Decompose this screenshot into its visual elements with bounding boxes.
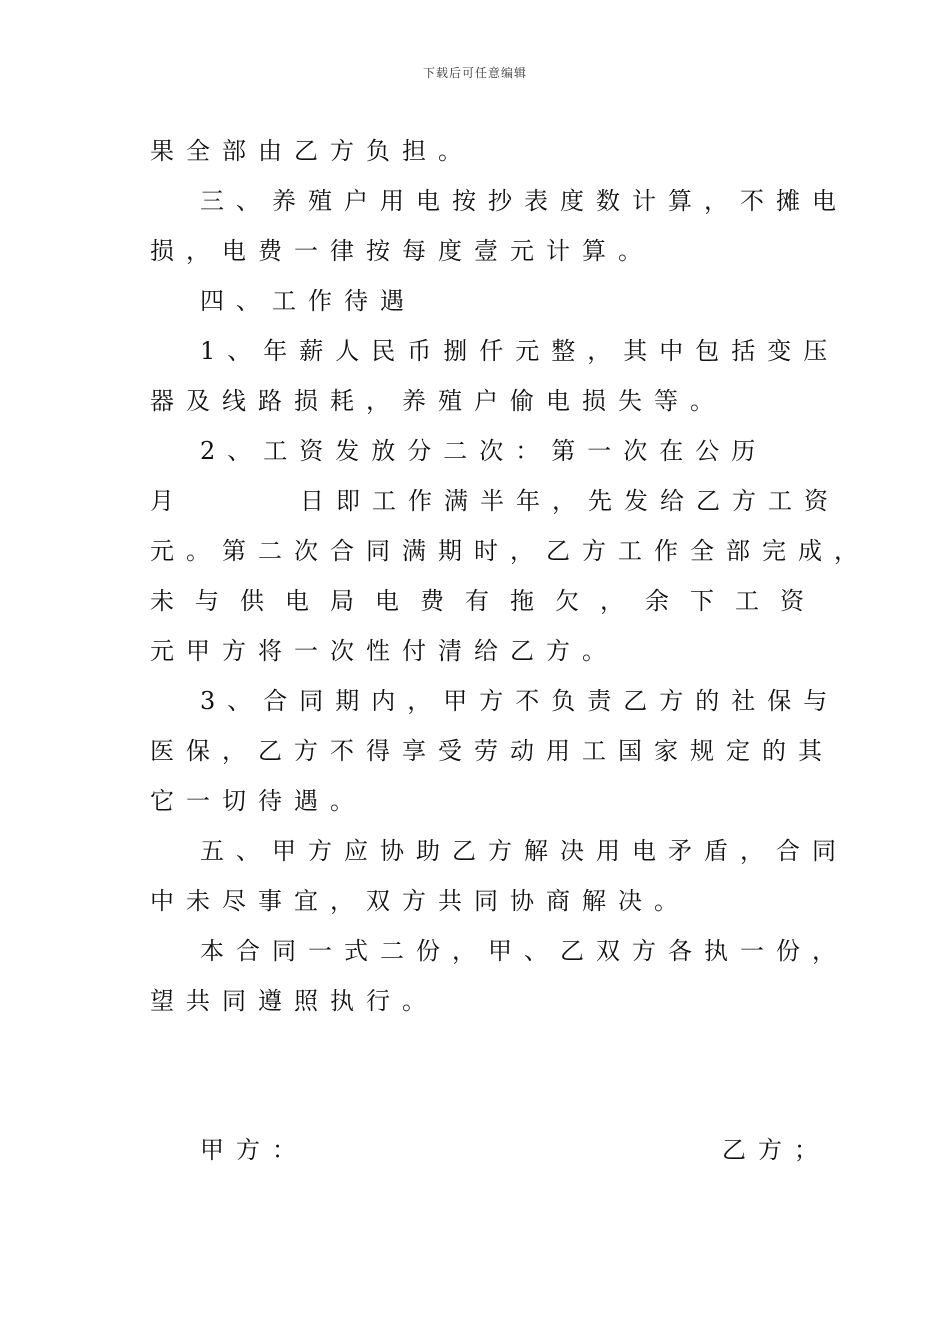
paragraph-line: 中未尽事宜，双方共同协商解决。 bbox=[150, 887, 690, 915]
paragraph-line: 3、合同期内，甲方不负责乙方的社保与 bbox=[200, 687, 840, 715]
paragraph-line: 损，电费一律按每度壹元计算。 bbox=[150, 237, 654, 265]
paragraph-line: 2、工资发放分二次：第一次在公历 bbox=[200, 437, 768, 465]
paragraph-line: 1、年薪人民币捌仟元整，其中包括变压 bbox=[200, 337, 840, 365]
paragraph-line: 本合同一式二份，甲、乙双方各执一份， bbox=[200, 937, 848, 965]
header-note: 下载后可任意编辑 bbox=[422, 66, 527, 80]
paragraph-line: 三、养殖户用电按抄表度数计算，不摊电 bbox=[200, 187, 848, 215]
paragraph-line: 果全部由乙方负担。 bbox=[150, 137, 474, 165]
paragraph-line: 望共同遵照执行。 bbox=[150, 987, 438, 1015]
paragraph-line: 器及线路损耗，养殖户偷电损失等。 bbox=[150, 387, 726, 415]
paragraph-line: 元甲方将一次性付清给乙方。 bbox=[150, 637, 618, 665]
paragraph-line: 月 bbox=[150, 487, 186, 515]
paragraph-line: 日即工作满半年，先发给乙方工资 bbox=[300, 487, 840, 515]
paragraph-line: 未与供电局电费有拖欠，余下工资 bbox=[150, 587, 825, 615]
party-a-signature-label: 甲方： bbox=[200, 1136, 308, 1164]
paragraph-line: 它一切待遇。 bbox=[150, 787, 366, 815]
paragraph-line: 四、工作待遇 bbox=[200, 287, 416, 315]
party-b-signature-label: 乙方； bbox=[722, 1136, 830, 1164]
paragraph-line: 元。第二次合同满期时，乙方工作全部完成， bbox=[150, 537, 870, 565]
paragraph-line: 医保，乙方不得享受劳动用工国家规定的其 bbox=[150, 737, 834, 765]
paragraph-line: 五、甲方应协助乙方解决用电矛盾，合同 bbox=[200, 837, 848, 865]
